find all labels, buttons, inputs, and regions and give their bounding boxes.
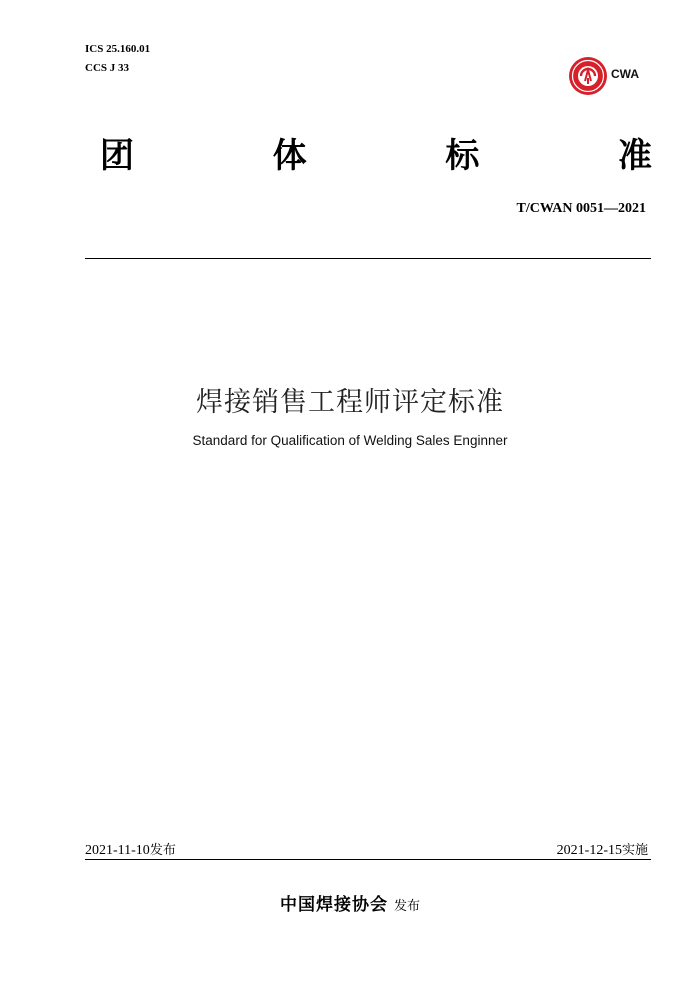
cwa-logo bbox=[566, 54, 650, 98]
document-title-zh: 焊接销售工程师评定标准 bbox=[196, 387, 504, 418]
title-char: 准 bbox=[617, 136, 652, 176]
issue-date-value: 2021-11-10 bbox=[85, 843, 150, 858]
ccs-code: CCS J 33 bbox=[85, 62, 130, 74]
title-char: 体 bbox=[272, 136, 307, 176]
ics-code: ICS 25.160.01 bbox=[85, 43, 151, 55]
issue-label: 发布 bbox=[149, 843, 176, 858]
publisher bbox=[0, 890, 700, 915]
document-title-en: Standard for Qualification of Welding Sales Enginner bbox=[192, 433, 508, 448]
title-char: 团 bbox=[100, 136, 134, 176]
implement-date bbox=[557, 839, 648, 859]
classification-codes bbox=[85, 40, 150, 78]
logo-text: CWA bbox=[611, 67, 639, 81]
publisher-name: 中国焊接协会 bbox=[279, 895, 388, 915]
top-divider bbox=[85, 258, 651, 259]
standard-code: T/CWAN 0051—2021 bbox=[516, 201, 646, 216]
bottom-divider bbox=[85, 859, 651, 860]
issue-date bbox=[85, 839, 176, 859]
cwa-emblem-icon bbox=[566, 54, 610, 98]
implement-label: 实施 bbox=[621, 843, 648, 858]
title-char: 标 bbox=[445, 136, 480, 176]
publisher-action: 发布 bbox=[393, 899, 420, 914]
implement-date-value: 2021-12-15 bbox=[556, 843, 622, 858]
standard-type-title bbox=[100, 128, 652, 177]
